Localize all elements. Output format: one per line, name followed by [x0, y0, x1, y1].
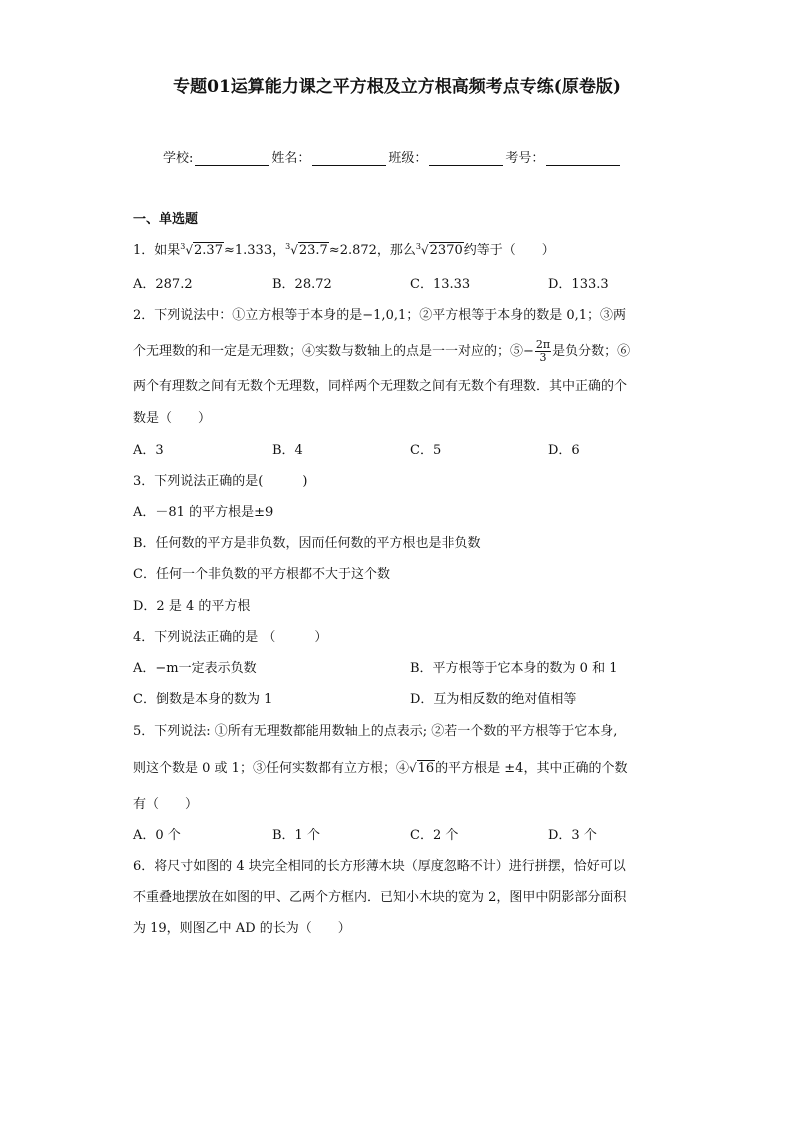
radicand-16: 16 — [417, 761, 435, 776]
question-4-option-c[interactable]: C．倒数是本身的数为 1 — [133, 692, 273, 707]
cube-root-sign: $^3$√ — [285, 242, 298, 257]
class-blank[interactable] — [429, 152, 503, 166]
question-5-option-c[interactable]: C．2 个 — [410, 828, 459, 843]
school-label: 学校: — [163, 151, 194, 166]
question-2-option-d[interactable]: D．6 — [548, 443, 580, 458]
question-5-option-d[interactable]: D．3 个 — [548, 828, 597, 843]
square-root-sign: √ — [408, 761, 417, 775]
radicand-2: 23.7 — [298, 243, 328, 258]
question-3-stem: 3．下列说法正确的是( ) — [133, 474, 308, 489]
question-3-option-b[interactable]: B．任何数的平方是非负数，因而任何数的平方根也是非负数 — [133, 536, 481, 551]
question-1-stem: 1．如果$^3$√2.37≈1.333，$^3$√23.7≈2.872，那么$^3$√2370约等于（ ） — [133, 242, 555, 258]
question-3-option-c[interactable]: C．任何一个非负数的平方根都不大于这个数 — [133, 567, 390, 582]
question-5-option-a[interactable]: A．0 个 — [133, 828, 181, 843]
cube-root-sign: $^3$√ — [180, 242, 194, 257]
exam-no-label: 考号： — [505, 151, 545, 166]
question-4-stem: 4．下列说法正确的是 （ ） — [133, 630, 328, 645]
question-1-option-a[interactable]: A．287.2 — [133, 277, 193, 292]
question-2-line-2: 个无理数的和一定是无理数；④实数与数轴上的点是一一对应的；⑤− $\frac{2\pi}{3}$ 是负分数；⑥ — [133, 338, 631, 364]
question-5-option-b[interactable]: B．1 个 — [272, 828, 320, 843]
school-blank[interactable] — [195, 152, 269, 166]
question-4-option-a[interactable]: A．−m一定表示负数 — [133, 661, 257, 676]
question-1-option-c[interactable]: C．13.33 — [410, 277, 471, 292]
question-2-line-3: 两个有理数之间有无数个无理数，同样两个无理数之间有无数个有理数．其中正确的个 — [133, 379, 628, 394]
cube-root-sign: $^3$√ — [415, 242, 429, 257]
question-2-option-c[interactable]: C．5 — [410, 443, 442, 458]
question-2-option-a[interactable]: A．3 — [133, 443, 164, 458]
question-4-option-b[interactable]: B．平方根等于它本身的数为 0 和 1 — [410, 661, 618, 676]
question-6-line-1: 6．将尺寸如图的 4 块完全相同的长方形薄木块（厚度忽略不计）进行拼摆，恰好可以 — [133, 859, 626, 874]
section-heading: 一、单选题 — [133, 212, 199, 227]
question-1-option-d[interactable]: D．133.3 — [548, 277, 609, 292]
question-3-option-a[interactable]: A．－81 的平方根是±9 — [133, 505, 274, 520]
student-info-row — [163, 147, 622, 166]
fraction: $\frac{2\pi}{3}$ — [535, 338, 551, 364]
question-2-line-4: 数是（ ） — [133, 411, 212, 426]
class-label: 班级： — [388, 151, 428, 166]
radicand-1: 2.37 — [194, 243, 223, 258]
question-2-option-b[interactable]: B．4 — [272, 443, 303, 458]
radicand-3: 2370 — [429, 243, 463, 258]
question-5-line-3: 有（ ） — [133, 797, 199, 812]
question-1-option-b[interactable]: B．28.72 — [272, 277, 332, 292]
name-blank[interactable] — [312, 152, 386, 166]
question-6-line-3: 为 19，则图乙中 AD 的长为（ ） — [133, 921, 351, 936]
question-3-option-d[interactable]: D．2 是 4 的平方根 — [133, 599, 251, 614]
page-title: 专题01运算能力课之平方根及立方根高频考点专练(原卷版) — [173, 77, 621, 97]
question-5-line-1: 5．下列说法: ①所有无理数都能用数轴上的点表示; ②若一个数的平方根等于它本身, — [133, 724, 618, 739]
exam-no-blank[interactable] — [546, 152, 620, 166]
question-4-option-d[interactable]: D．互为相反数的绝对值相等 — [410, 692, 577, 707]
question-6-line-2: 不重叠地摆放在如图的甲、乙两个方框内．已知小木块的宽为 2，图甲中阴影部分面积 — [133, 890, 627, 905]
question-2-line-1: 2．下列说法中：①立方根等于本身的是−1,0,1；②平方根等于本身的数是 0,1；③两 — [133, 308, 627, 323]
name-label: 姓名： — [271, 151, 311, 166]
question-5-line-2: 则这个数是 0 或 1；③任何实数都有立方根；④√16的平方根是 ±4，其中正确的个数 — [133, 761, 628, 776]
